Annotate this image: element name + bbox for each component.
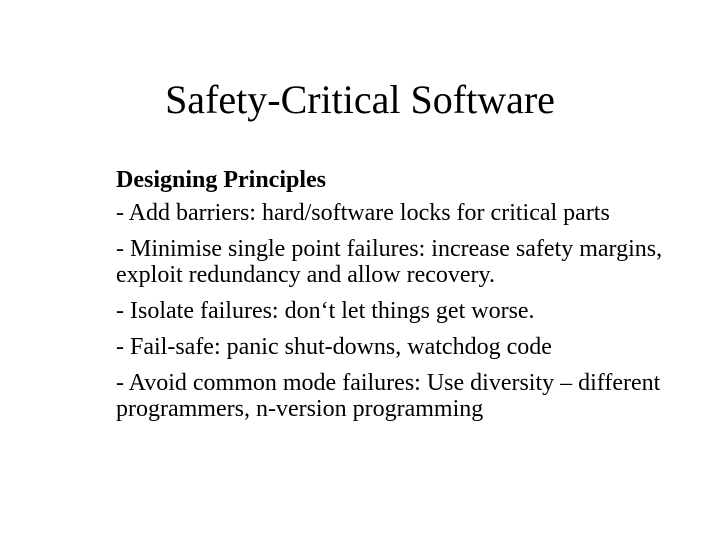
principle-fail-safe: - Fail-safe: panic shut-downs, watchdog code	[116, 334, 552, 360]
slide-title: Safety-Critical Software	[165, 77, 555, 122]
slide-body	[116, 164, 696, 432]
principle-single-point-failures: - Minimise single point failures: increase safety margins, exploit redundancy and allow recovery.	[116, 236, 663, 288]
principle-common-mode-failures: - Avoid common mode failures: Use diversity – different programmers, n-version programming	[116, 370, 661, 422]
section-heading: Designing Principles	[116, 167, 327, 193]
principle-isolate-failures: - Isolate failures: don‘t let things get worse.	[116, 298, 535, 324]
principle-barriers: - Add barriers: hard/software locks for critical parts	[116, 200, 610, 226]
